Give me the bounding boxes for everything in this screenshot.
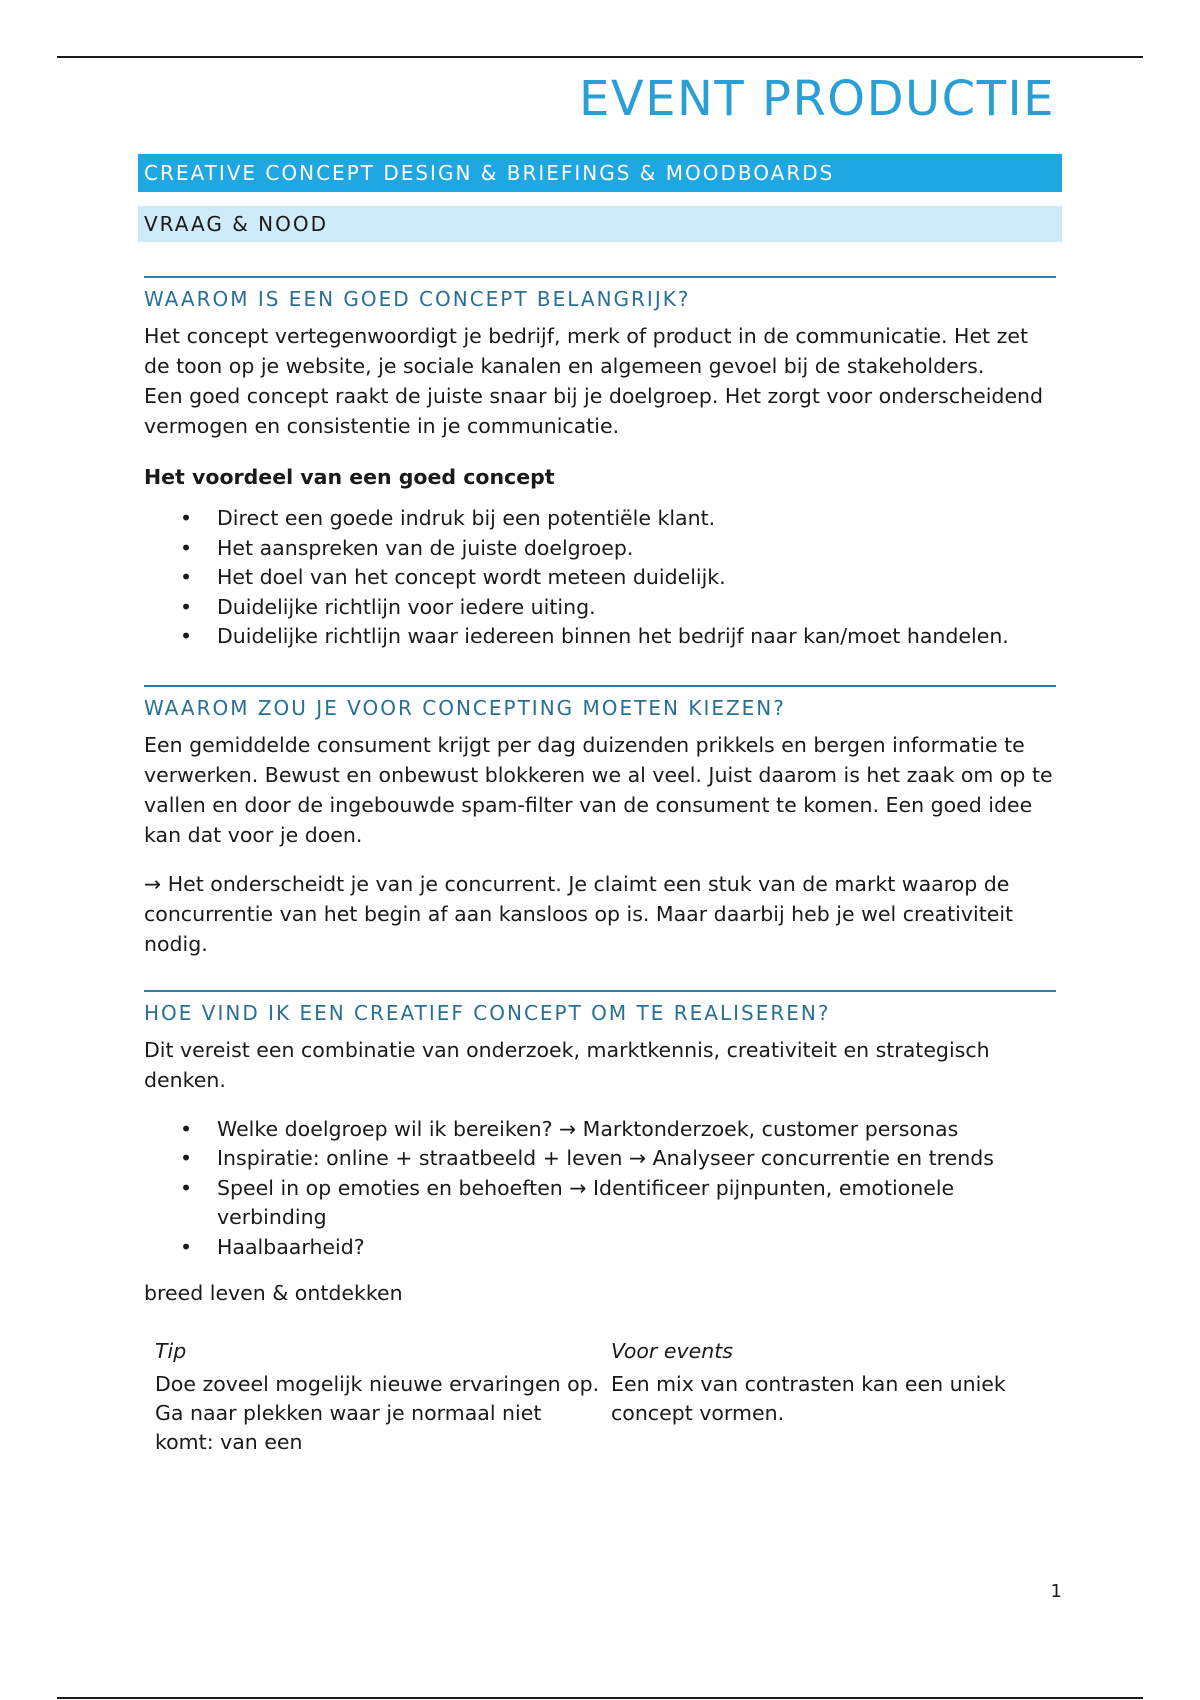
tip-text: Doe zoveel mogelijk nieuwe ervaringen op. Ga naar plekken waar je normaal niet komt: van een	[155, 1372, 600, 1454]
section-banner: CREATIVE CONCEPT DESIGN & BRIEFINGS & MOODBOARDS	[138, 154, 1062, 192]
paragraph: → Het onderscheidt je van je concurrent. Je claimt een stuk van de markt waarop de concurrentie van het begin af aan kansloos op is. Maar daarbij heb je wel creativiteit nodig.	[144, 871, 1014, 956]
events-column	[600, 1336, 1056, 1457]
content-flow	[144, 276, 1056, 1457]
bullet-icon: •	[180, 1116, 193, 1141]
tip-heading: Tip	[155, 1339, 187, 1363]
tip-table	[144, 1336, 1056, 1457]
list-item: • Welke doelgroep wil ik bereiken? → Marktonderzoek, customer personas	[144, 1115, 1056, 1145]
subheading: Het voordeel van een goed concept	[144, 465, 555, 489]
paragraph: breed leven & ontdekken	[144, 1281, 403, 1305]
bullet-icon: •	[180, 624, 193, 648]
bullet-icon: •	[180, 565, 193, 589]
list-item: • Het aanspreken van de juiste doelgroep.	[144, 534, 1056, 564]
sub-banner: VRAAG & NOOD	[138, 206, 1062, 242]
section-heading-3: HOE VIND IK EEN CREATIEF CONCEPT OM TE REALISEREN?	[144, 990, 1056, 1028]
bullet-icon: •	[180, 535, 193, 560]
paragraph: Dit vereist een combinatie van onderzoek, marktkennis, creativiteit en strategisch denken.	[144, 1037, 990, 1092]
bullet-icon: •	[180, 1146, 193, 1170]
paragraph: Het concept vertegenwoordigt je bedrijf, merk of product in de communicatie. Het zet de toon op je website, je sociale kanalen en algemeen gevoel bij de stakeholders.	[144, 324, 1029, 378]
list-item: • Het doel van het concept wordt meteen duidelijk.	[144, 563, 1056, 593]
list-item: • Duidelijke richtlijn waar iedereen binnen het bedrijf naar kan/moet handelen.	[144, 622, 1056, 652]
bullet-icon: •	[180, 594, 193, 619]
document-title: EVENT PRODUCTIE	[579, 71, 1055, 127]
list-item: • Speel in op emoties en behoeften → Identificeer pijnpunten, emotionele verbinding	[180, 1175, 955, 1229]
page-number: 1	[1050, 1581, 1062, 1602]
list-item: • Direct een goede indruk bij een potentiële klant.	[144, 504, 1056, 534]
bullet-icon: •	[180, 1234, 193, 1259]
bullet-icon: •	[180, 506, 193, 530]
list-item: • Duidelijke richtlijn voor iedere uiting.	[144, 593, 1056, 623]
events-text: Een mix van contrasten kan een uniek concept vormen.	[611, 1372, 1006, 1425]
paragraph: Een gemiddelde consument krijgt per dag duizenden prikkels en bergen informatie te verwerken. Bewust en onbewust blokkeren we al veel. Juist daarom is het zaak om op te vallen en door de ingebouwde spam-filter van de consument te komen. Een goed idee kan dat voor je doen.	[144, 732, 1053, 847]
bullet-list-1	[144, 504, 1056, 652]
list-item: • Haalbaarheid?	[144, 1233, 1056, 1263]
list-item: • Inspiratie: online + straatbeeld + leven → Analyseer concurrentie en trends	[144, 1144, 1056, 1174]
bullet-list-2	[144, 1115, 1056, 1263]
bullet-icon: •	[180, 1175, 193, 1200]
top-rule	[57, 56, 1143, 58]
events-heading: Voor events	[611, 1339, 733, 1363]
section-heading-2: WAAROM ZOU JE VOOR CONCEPTING MOETEN KIEZEN?	[144, 685, 1056, 723]
paragraph: Een goed concept raakt de juiste snaar bij je doelgroep. Het zorgt voor onderscheidend vermogen en consistentie in je communicatie.	[144, 384, 1044, 438]
tip-column	[144, 1336, 600, 1457]
section-heading-1: WAAROM IS EEN GOED CONCEPT BELANGRIJK?	[144, 276, 1056, 314]
bottom-rule	[57, 1697, 1143, 1699]
